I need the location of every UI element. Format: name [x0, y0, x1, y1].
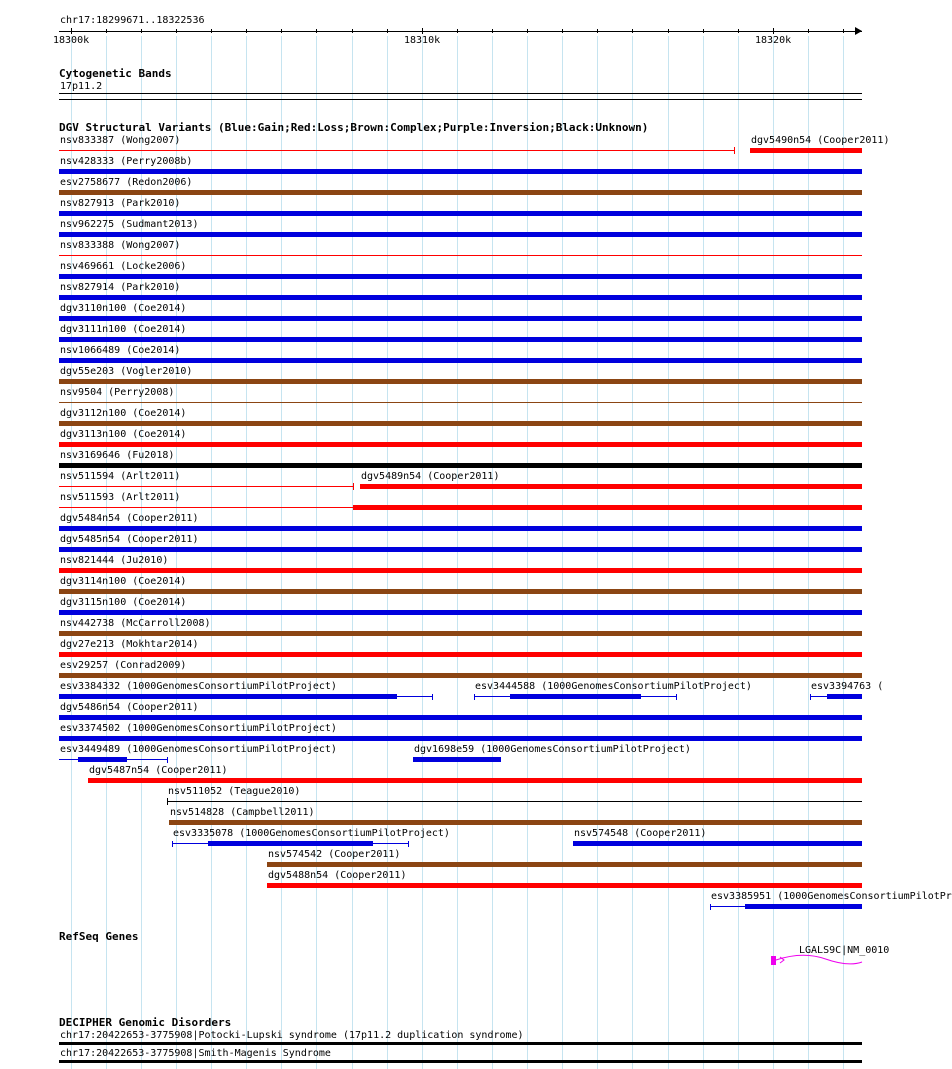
ruler-tick: [808, 29, 809, 33]
variant-label: nsv821444 (Ju2010): [60, 555, 169, 566]
ruler-tick: [422, 28, 423, 34]
variant-label: dgv5488n54 (Cooper2011): [268, 870, 407, 881]
variant-bar[interactable]: [353, 505, 862, 510]
variant-label: nsv514828 (Campbell2011): [170, 807, 315, 818]
ruler-tick: [457, 29, 458, 33]
variant-label: nsv511594 (Arlt2011): [60, 471, 181, 482]
variant-bar[interactable]: [59, 673, 862, 678]
variant-endcap: [408, 841, 409, 847]
variant-bar[interactable]: [59, 736, 862, 741]
cytoband-track-title: Cytogenetic Bands: [59, 67, 172, 80]
ruler-tick: [492, 29, 493, 33]
variant-endcap: [710, 904, 711, 910]
variant-label: dgv3113n100 (Coe2014): [60, 429, 187, 440]
ruler-tick: [703, 29, 704, 33]
ruler-tick: [773, 28, 774, 34]
ruler-tick-label: 18310k: [404, 35, 441, 46]
variant-bar[interactable]: [59, 358, 862, 363]
decipher-feature-label: chr17:20422653-3775908|Smith-Magenis Syndrome: [60, 1048, 331, 1059]
variant-bar[interactable]: [827, 694, 862, 699]
variant-bar[interactable]: [360, 484, 862, 489]
ruler-tick: [562, 29, 563, 33]
variant-bar[interactable]: [59, 568, 862, 573]
variant-label: nsv511593 (Arlt2011): [60, 492, 181, 503]
ruler-tick: [387, 29, 388, 33]
ruler-tick: [843, 29, 844, 33]
variant-endcap: [353, 483, 354, 490]
variant-endcap: [676, 694, 677, 700]
variant-bar[interactable]: [167, 801, 862, 802]
ruler-tick: [352, 29, 353, 33]
ruler-tick: [176, 29, 177, 33]
variant-bar[interactable]: [59, 337, 862, 342]
cytoband-label: 17p11.2: [60, 81, 103, 92]
variant-bar[interactable]: [59, 402, 862, 403]
variant-endcap: [432, 694, 433, 700]
ruler-tick: [597, 29, 598, 33]
variant-label: dgv3114n100 (Coe2014): [60, 576, 187, 587]
variant-endcap: [474, 694, 475, 700]
variant-bar[interactable]: [510, 694, 641, 699]
variant-label: dgv3112n100 (Coe2014): [60, 408, 187, 419]
variant-bar[interactable]: [78, 757, 127, 762]
ruler-tick: [668, 29, 669, 33]
decipher-feature-label: chr17:20422653-3775908|Potocki-Lupski syndrome (17p11.2 duplication syndrome): [60, 1030, 524, 1041]
variant-label: esv3374502 (1000GenomesConsortiumPilotProject): [60, 723, 337, 734]
variant-bar[interactable]: [59, 150, 734, 151]
variant-label: nsv469661 (Locke2006): [60, 261, 187, 272]
variant-bar[interactable]: [169, 820, 862, 825]
variant-label: nsv574542 (Cooper2011): [268, 849, 401, 860]
variant-label: esv3335078 (1000GenomesConsortiumPilotProject): [173, 828, 450, 839]
variant-label: nsv833387 (Wong2007): [60, 135, 181, 146]
dgv-track-title: DGV Structural Variants (Blue:Gain;Red:Loss;Brown:Complex;Purple:Inversion;Black:Unknown): [59, 121, 649, 134]
ruler-end-arrow: [855, 27, 862, 35]
decipher-feature-bar[interactable]: [59, 1042, 862, 1045]
ruler-tick-label: 18320k: [755, 35, 792, 46]
variant-bar[interactable]: [750, 148, 862, 153]
variant-label: esv3444588 (1000GenomesConsortiumPilotProject): [475, 681, 752, 692]
ruler-tick: [738, 29, 739, 33]
variant-label: dgv5484n54 (Cooper2011): [60, 513, 199, 524]
variant-label: nsv428333 (Perry2008b): [60, 156, 193, 167]
variant-endcap: [172, 841, 173, 847]
variant-bar[interactable]: [267, 883, 862, 888]
ruler-tick: [632, 29, 633, 33]
variant-bar[interactable]: [59, 610, 862, 615]
variant-bar[interactable]: [59, 547, 862, 552]
variant-bar[interactable]: [59, 486, 353, 487]
variant-bar[interactable]: [88, 778, 862, 783]
variant-label: nsv827914 (Park2010): [60, 282, 181, 293]
variant-bar[interactable]: [59, 274, 862, 279]
variant-label: nsv574548 (Cooper2011): [574, 828, 707, 839]
ruler-tick: [246, 29, 247, 33]
variant-label: esv2758677 (Redon2006): [60, 177, 193, 188]
variant-label: dgv5486n54 (Cooper2011): [60, 702, 199, 713]
variant-bar[interactable]: [59, 589, 862, 594]
variant-bar[interactable]: [59, 715, 862, 720]
variant-label: esv3385951 (1000GenomesConsortiumPilotPr: [711, 891, 952, 902]
decipher-feature-bar[interactable]: [59, 1060, 862, 1063]
variant-bar[interactable]: [208, 841, 373, 846]
variant-bar[interactable]: [59, 255, 862, 256]
variant-endcap: [734, 147, 735, 154]
variant-label: dgv3115n100 (Coe2014): [60, 597, 187, 608]
refseq-track-title: RefSeq Genes: [59, 930, 139, 943]
variant-label: dgv5485n54 (Cooper2011): [60, 534, 199, 545]
variant-label: esv3394763 (: [811, 681, 884, 692]
variant-bar[interactable]: [59, 421, 862, 426]
variant-bar[interactable]: [59, 190, 862, 195]
variant-label: nsv3169646 (Fu2018): [60, 450, 175, 461]
ruler-tick: [527, 29, 528, 33]
variant-bar[interactable]: [59, 232, 862, 237]
variant-label: esv3384332 (1000GenomesConsortiumPilotProject): [60, 681, 337, 692]
variant-label: dgv3110n100 (Coe2014): [60, 303, 187, 314]
variant-bar[interactable]: [59, 694, 397, 699]
variant-label: dgv5489n54 (Cooper2011): [361, 471, 500, 482]
variant-label: nsv9504 (Perry2008): [60, 387, 175, 398]
ruler-tick: [71, 28, 72, 34]
variant-label: dgv55e203 (Vogler2010): [60, 366, 193, 377]
ruler-tick: [106, 29, 107, 33]
variant-bar[interactable]: [59, 379, 862, 384]
variant-label: dgv5487n54 (Cooper2011): [89, 765, 228, 776]
variant-bar[interactable]: [59, 169, 862, 174]
cytoband-bar-top: [59, 93, 862, 94]
variant-label: nsv833388 (Wong2007): [60, 240, 181, 251]
variant-label: nsv442738 (McCarroll2008): [60, 618, 211, 629]
variant-label: nsv827913 (Park2010): [60, 198, 181, 209]
variant-bar[interactable]: [59, 442, 862, 447]
variant-label: nsv511052 (Teague2010): [168, 786, 301, 797]
ruler-tick: [141, 29, 142, 33]
variant-bar[interactable]: [267, 862, 862, 867]
variant-endcap: [167, 757, 168, 763]
variant-bar[interactable]: [59, 211, 862, 216]
variant-label: esv3449489 (1000GenomesConsortiumPilotProject): [60, 744, 337, 755]
variant-label: nsv1066489 (Coe2014): [60, 345, 181, 356]
gene-label: LGALS9C|NM_0010: [799, 945, 890, 956]
variant-bar[interactable]: [413, 757, 501, 762]
variant-label: dgv3111n100 (Coe2014): [60, 324, 187, 335]
variant-label: esv29257 (Conrad2009): [60, 660, 187, 671]
ruler-axis: [59, 31, 862, 32]
ruler-tick-label: 18300k: [53, 35, 90, 46]
variant-bar[interactable]: [59, 463, 862, 468]
variant-bar[interactable]: [59, 295, 862, 300]
variant-label: nsv962275 (Sudmant2013): [60, 219, 199, 230]
variant-bar[interactable]: [745, 904, 862, 909]
variant-bar[interactable]: [59, 652, 862, 657]
variant-bar[interactable]: [59, 526, 862, 531]
variant-bar[interactable]: [59, 316, 862, 321]
variant-label: dgv5490n54 (Cooper2011): [751, 135, 890, 146]
variant-endcap: [810, 694, 811, 700]
decipher-track-title: DECIPHER Genomic Disorders: [59, 1016, 232, 1029]
variant-bar[interactable]: [573, 841, 862, 846]
variant-label: dgv27e213 (Mokhtar2014): [60, 639, 199, 650]
ruler-tick: [316, 29, 317, 33]
variant-bar[interactable]: [59, 507, 353, 508]
variant-bar[interactable]: [59, 631, 862, 636]
cytoband-bar-bottom: [59, 99, 862, 100]
gene-intron-arc: [771, 953, 864, 967]
locus-label: chr17:18299671..18322536: [60, 15, 205, 26]
ruler-tick: [211, 29, 212, 33]
ruler-tick: [281, 29, 282, 33]
variant-label: dgv1698e59 (1000GenomesConsortiumPilotProject): [414, 744, 691, 755]
